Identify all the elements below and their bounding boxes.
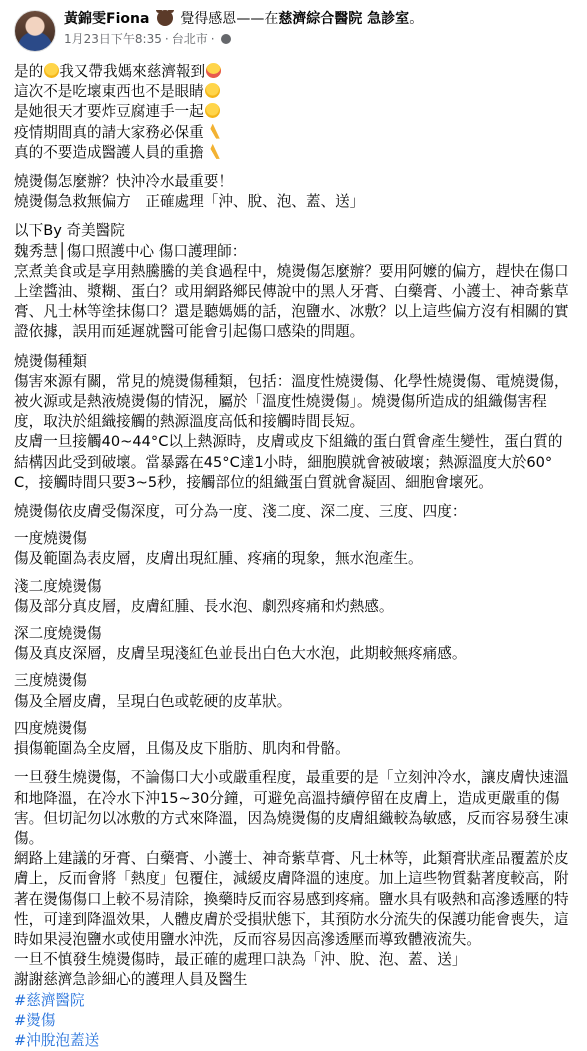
degree-desc: 傷及真皮深層，皮膚呈現淺紅色並長出白色大水泡，此期較無疼痛感。 bbox=[14, 645, 467, 663]
place-link[interactable]: 慈濟綜合醫院 急診室 bbox=[278, 11, 410, 27]
source-author: 魏秀慧│傷口照護中心 傷口護理師： bbox=[14, 242, 247, 260]
intro-line-2 bbox=[14, 82, 573, 102]
headline-1: 燒燙傷怎麼辦？快沖冷水最重要！ bbox=[14, 173, 233, 191]
dot-separator: · bbox=[210, 32, 215, 46]
degree-desc: 傷及全層皮膚，呈現白色或乾硬的皮革狀。 bbox=[14, 692, 292, 710]
intro-text: 我又帶我媽來慈濟報到 bbox=[59, 63, 206, 80]
hashtag-link[interactable]: #燙傷 bbox=[14, 1011, 56, 1029]
spacer bbox=[14, 617, 573, 624]
hashtag-link[interactable]: #慈濟醫院 bbox=[14, 991, 85, 1009]
intro-line-3 bbox=[14, 102, 573, 122]
dot-separator: · bbox=[164, 32, 169, 46]
post-meta bbox=[64, 10, 573, 47]
types-paragraph-2: 皮膚一旦接觸40~44°C以上熱源時，皮膚或皮下組織的蛋白質會產生變性，蛋白質的結構因此受到破壞。當暴露在45°C達1小時，細胞膜就會被破壞；熱源溫度大於60°C，接觸時間只要3~5秒，接觸部位的組織蛋白質就會凝固、細胞會壞死。 bbox=[14, 433, 563, 491]
globe-icon[interactable] bbox=[221, 34, 231, 44]
degree-desc: 傷及部分真皮層，皮膚紅腫、長水泡、劇烈疼痛和灼熱感。 bbox=[14, 597, 394, 615]
spacer bbox=[14, 212, 573, 221]
post-header bbox=[14, 10, 573, 54]
intro-text: 是的 bbox=[14, 63, 44, 80]
feeling-icon bbox=[157, 10, 173, 26]
advice-paragraph-1: 一旦發生燒燙傷，不論傷口大小或嚴重程度，最重要的是「立刻沖冷水，讓皮膚快速溫和地降溫，在冷水下沖15~30分鐘，可避免高溫持續停留在皮膚上，造成更嚴重的傷害。但切記勿以冰敷的方式來降溫，因為燒燙傷的皮膚組織較為敏感，反而容易發生凍傷。 bbox=[14, 769, 569, 847]
spacer bbox=[14, 712, 573, 719]
at-text: ——在 bbox=[236, 11, 279, 27]
intro-text: 疫情期間真的請大家務必保重 bbox=[14, 123, 204, 141]
degree-title: 淺二度燒燙傷 bbox=[14, 577, 102, 595]
post-title-line bbox=[64, 10, 573, 29]
depth-intro: 燒燙傷依皮膚受傷深度，可分為一度、淺二度、深二度、三度、四度： bbox=[14, 503, 467, 521]
source-by: 以下By 奇美醫院 bbox=[14, 222, 125, 240]
post-body bbox=[14, 62, 573, 1051]
crying-emoji-icon bbox=[206, 63, 221, 78]
types-paragraph-1: 傷害來源有關，常見的燒燙傷種類，包括：溫度性燒燙傷、化學性燒燙傷、電燒燙傷，被火源或是熱液燒燙傷的情況，屬於「溫度性燒燙傷」。燒燙傷所造成的組織傷害程度，取決於組織接觸的熱源溫度高低和接觸時間長短。 bbox=[14, 372, 569, 431]
laughing-emoji-icon bbox=[205, 103, 220, 118]
intro-line-5 bbox=[14, 143, 573, 163]
feeling-text: 覺得感恩 bbox=[180, 11, 237, 27]
post-subline bbox=[64, 31, 573, 47]
laughing-emoji-icon bbox=[44, 63, 59, 78]
degree-desc: 損傷範圍為全皮層，且傷及皮下脂肪、肌肉和骨骼。 bbox=[14, 740, 350, 758]
types-heading: 燒燙傷種類 bbox=[14, 352, 87, 370]
degree-title: 四度燒燙傷 bbox=[14, 719, 87, 737]
intro-line-4 bbox=[14, 123, 573, 143]
spacer bbox=[14, 343, 573, 352]
intro-text: 是她很天才要炸豆腐連手一起 bbox=[14, 103, 204, 121]
laughing-emoji-icon bbox=[205, 83, 220, 98]
hashtag-link[interactable]: #沖脫泡蓋送 bbox=[14, 1031, 100, 1049]
degree-title: 三度燒燙傷 bbox=[14, 672, 87, 690]
post-location: 台北市 bbox=[171, 32, 208, 46]
spacer bbox=[14, 664, 573, 671]
author-name[interactable]: 黃錦雯Fiona bbox=[64, 11, 150, 27]
title-suffix: 。 bbox=[409, 11, 424, 27]
spacer bbox=[14, 759, 573, 768]
spacer bbox=[14, 163, 573, 172]
spacer bbox=[14, 570, 573, 577]
advice-paragraph-3: 一旦不慎發生燒燙傷時，最正確的處理口訣為「沖、脫、泡、蓋、送」 bbox=[14, 951, 467, 969]
thanks-line: 謝謝慈濟急診細心的護理人員及醫生 bbox=[14, 971, 248, 989]
intro-text: 真的不要造成醫護人員的重擔 bbox=[14, 143, 204, 161]
praying-hands-icon bbox=[206, 144, 220, 159]
headline-2: 燒燙傷急救無偏方 正確處理「沖、脫、泡、蓋、送」 bbox=[14, 193, 365, 211]
degree-title: 一度燒燙傷 bbox=[14, 530, 87, 548]
intro-text: 這次不是吃壞東西也不是眼睛 bbox=[14, 83, 204, 101]
intro-line-1 bbox=[14, 62, 573, 82]
praying-hands-icon bbox=[206, 124, 220, 139]
degree-title: 深二度燒燙傷 bbox=[14, 625, 102, 643]
post-timestamp[interactable]: 1月23日下午8:35 bbox=[64, 32, 162, 46]
source-paragraph: 烹煮美食或是享用熱騰騰的美食過程中，燒燙傷怎麼辦？要用阿嬤的偏方，趕快在傷口上塗醬油、漿糊、蛋白？或用網路鄉民傳說中的黑人牙膏、白藥膏、小護士、神奇紫草膏、凡士林等塗抹傷口？還是聽媽媽的話，泡鹽水、冰敷？以上這些偏方沒有相關的實證依據，誤用而延遲就醫可能會引起傷口感染的問題。 bbox=[14, 262, 569, 341]
author-avatar[interactable] bbox=[14, 10, 56, 52]
degree-desc: 傷及範圍為表皮層，皮膚出現紅腫、疼痛的現象，無水泡產生。 bbox=[14, 550, 423, 568]
advice-paragraph-2: 網路上建議的牙膏、白藥膏、小護士、神奇紫草膏、凡士林等，此類膏狀產品覆蓋於皮膚上，反而會將「熱度」包覆住，減緩皮膚降溫的速度。加上這些物質黏著度較高，附著在燙傷傷口上較不易清除，換藥時反而容易感到疼痛。鹽水具有吸熱和高滲透壓的特性，可達到降溫效果，人體皮膚於受損狀態下，其預防水分流失的保護功能會喪失，這時如果浸泡鹽水或使用鹽水沖洗，反而容易因高滲透壓而導致體液流失。 bbox=[14, 850, 569, 948]
spacer bbox=[14, 493, 573, 502]
spacer bbox=[14, 522, 573, 529]
